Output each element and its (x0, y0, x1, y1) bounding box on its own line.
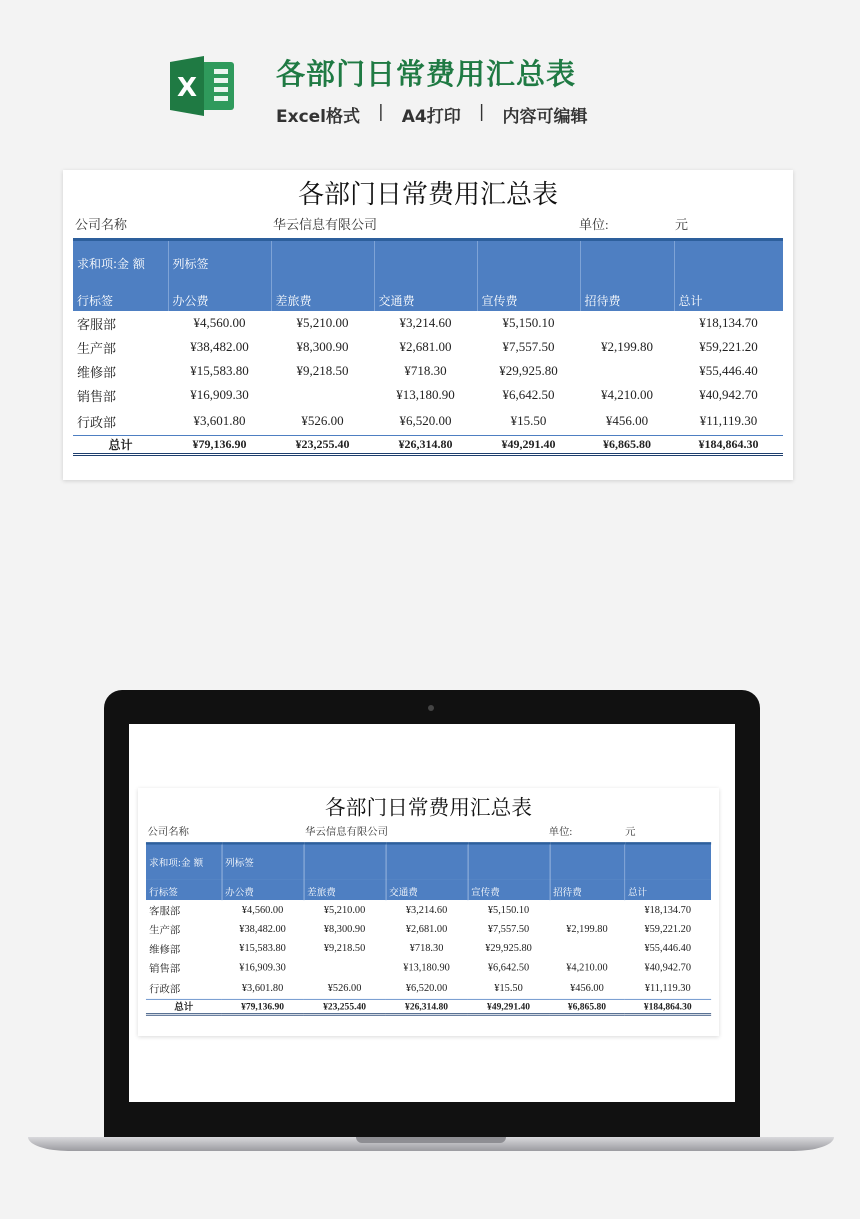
table-row (146, 938, 711, 957)
table-cell: ¥526.00 (301, 413, 344, 428)
total-row (146, 999, 711, 1014)
company-name: 华云信息有限公司 (273, 217, 378, 232)
table-row (73, 407, 783, 436)
total-label: 总计 (73, 436, 168, 455)
table-cell: ¥55,446.40 (699, 363, 758, 378)
table-cell: ¥16,909.30 (190, 387, 249, 402)
table-cell: ¥59,221.20 (644, 922, 692, 935)
table-cell (580, 311, 674, 335)
total-cell: ¥184,864.30 (674, 436, 783, 455)
total-cell: ¥49,291.40 (468, 999, 550, 1014)
pivot-value-label: 求和项:金 额 (146, 843, 222, 879)
table-cell: ¥59,221.20 (699, 339, 758, 354)
table-cell (580, 359, 674, 383)
table-cell: ¥2,681.00 (405, 922, 448, 935)
table-cell: ¥6,520.00 (405, 981, 448, 994)
excel-logo-icon (170, 56, 236, 116)
table-cell: ¥18,134.70 (644, 903, 692, 916)
table-cell: ¥4,560.00 (241, 903, 284, 916)
editable-label: 内容可编辑 (502, 107, 588, 127)
table-cell: ¥7,557.50 (487, 922, 530, 935)
total-row (73, 436, 783, 455)
total-cell: ¥26,314.80 (374, 436, 477, 455)
header-meta (276, 102, 587, 127)
table-cell: ¥4,560.00 (193, 315, 246, 330)
column-header: 办公费 (168, 285, 271, 311)
table-cell (550, 900, 625, 919)
column-header: 总计 (674, 285, 783, 311)
table-cell: ¥2,199.80 (601, 339, 653, 354)
table-cell: ¥4,210.00 (601, 387, 653, 402)
column-header: 宣传费 (468, 880, 550, 901)
column-header: 办公费 (222, 880, 304, 901)
table-cell: ¥15.50 (510, 413, 547, 428)
row-label[interactable]: 行标签 (146, 880, 222, 901)
total-label: 总计 (146, 999, 222, 1014)
camera-icon (428, 705, 434, 711)
page-title: 各部门日常费用汇总表 (276, 57, 577, 91)
unit-value: 元 (675, 217, 689, 232)
company-label: 公司名称 (147, 825, 189, 838)
pivot-table (146, 842, 711, 1016)
table-cell: ¥4,210.00 (566, 960, 608, 973)
table-cell: ¥18,134.70 (699, 315, 758, 330)
table-cell: ¥456.00 (570, 981, 604, 994)
print-label: A4打印 (401, 107, 461, 127)
column-header: 招待费 (550, 880, 625, 901)
row-name: 生产部 (77, 340, 117, 356)
table-cell: ¥3,601.80 (193, 413, 246, 428)
table-cell: ¥15,583.80 (190, 363, 249, 378)
table-cell: ¥15,583.80 (239, 941, 286, 954)
row-name: 行政部 (77, 414, 117, 430)
table-cell: ¥29,925.80 (485, 941, 532, 954)
table-row (146, 958, 711, 977)
table-cell: ¥2,681.00 (399, 339, 452, 354)
format-label: Excel格式 (276, 107, 361, 127)
total-cell: ¥79,136.90 (168, 436, 271, 455)
table-cell: ¥5,150.10 (487, 903, 530, 916)
table-cell: ¥13,180.90 (396, 387, 455, 402)
total-cell: ¥49,291.40 (477, 436, 580, 455)
column-header: 宣传费 (477, 285, 580, 311)
column-header: 交通费 (374, 285, 477, 311)
row-name: 维修部 (149, 942, 181, 955)
table-cell: ¥3,601.80 (241, 981, 284, 994)
pivot-value-label: 求和项:金 额 (73, 240, 168, 286)
table-cell: ¥7,557.50 (502, 339, 555, 354)
table-cell: ¥11,119.30 (644, 981, 691, 994)
total-cell: ¥6,865.80 (550, 999, 625, 1014)
table-row (146, 919, 711, 938)
total-cell: ¥184,864.30 (624, 999, 711, 1014)
column-label[interactable]: 列标签 (168, 240, 271, 286)
table-cell: ¥6,642.50 (502, 387, 555, 402)
table-cell: ¥8,300.90 (296, 339, 349, 354)
column-header: 差旅费 (304, 880, 386, 901)
row-name: 销售部 (149, 961, 181, 974)
company-label: 公司名称 (75, 217, 128, 232)
row-name: 生产部 (149, 923, 181, 936)
column-header: 交通费 (386, 880, 468, 901)
row-name: 行政部 (149, 982, 181, 995)
sheet-preview-main (63, 170, 793, 480)
table-row (146, 977, 711, 1000)
table-cell: ¥16,909.30 (239, 960, 286, 973)
pivot-table (73, 238, 783, 456)
table-cell (271, 383, 374, 407)
separator: | (378, 102, 384, 122)
table-cell: ¥5,150.10 (502, 315, 555, 330)
table-cell: ¥6,642.50 (487, 960, 530, 973)
table-cell: ¥2,199.80 (566, 922, 608, 935)
table-cell: ¥11,119.30 (699, 413, 758, 428)
sheet-title: 各部门日常费用汇总表 (297, 180, 558, 210)
total-cell: ¥6,865.80 (580, 436, 674, 455)
table-cell: ¥8,300.90 (323, 922, 366, 935)
table-row (73, 311, 783, 335)
company-row (138, 823, 719, 839)
row-label[interactable]: 行标签 (73, 285, 168, 311)
logo-letter: X (176, 73, 198, 103)
row-name: 客服部 (149, 904, 181, 917)
table-cell (550, 938, 625, 957)
laptop-notch (356, 1137, 506, 1143)
table-cell: ¥456.00 (605, 413, 649, 428)
table-cell: ¥9,218.50 (323, 941, 366, 954)
unit-label: 单位: (579, 217, 609, 232)
table-row (73, 335, 783, 359)
unit-value: 元 (625, 825, 636, 838)
table-cell: ¥718.30 (409, 941, 444, 954)
table-cell: ¥718.30 (404, 363, 447, 378)
row-name: 客服部 (77, 316, 117, 332)
column-header: 招待费 (580, 285, 674, 311)
sheet-preview-laptop (138, 788, 719, 1036)
row-name: 销售部 (77, 388, 117, 404)
total-cell: ¥79,136.90 (222, 999, 304, 1014)
column-header: 总计 (624, 880, 711, 901)
table-cell: ¥3,214.60 (405, 903, 448, 916)
table-row (73, 359, 783, 383)
total-cell: ¥23,255.40 (271, 436, 374, 455)
separator: | (478, 102, 485, 122)
company-name: 华云信息有限公司 (305, 825, 388, 838)
column-label[interactable]: 列标签 (222, 843, 304, 879)
table-cell: ¥40,942.70 (644, 960, 692, 973)
table-cell: ¥5,210.00 (296, 315, 349, 330)
column-header: 差旅费 (271, 285, 374, 311)
table-cell: ¥38,482.00 (239, 922, 286, 935)
table-cell: ¥55,446.40 (644, 941, 692, 954)
table-cell: ¥29,925.80 (499, 363, 558, 378)
sheet-title: 各部门日常费用汇总表 (325, 795, 533, 820)
unit-label: 单位: (548, 825, 573, 838)
table-cell: ¥15.50 (494, 981, 523, 994)
total-cell: ¥26,314.80 (386, 999, 468, 1014)
row-name: 维修部 (77, 364, 117, 380)
total-cell: ¥23,255.40 (304, 999, 386, 1014)
table-cell: ¥40,942.70 (699, 387, 758, 402)
table-row (73, 383, 783, 407)
table-cell: ¥9,218.50 (296, 363, 349, 378)
table-cell (304, 958, 386, 977)
table-row (146, 900, 711, 919)
table-cell: ¥38,482.00 (190, 339, 249, 354)
table-cell: ¥13,180.90 (403, 960, 450, 973)
table-cell: ¥6,520.00 (399, 413, 452, 428)
table-cell: ¥3,214.60 (399, 315, 452, 330)
table-cell: ¥526.00 (327, 981, 362, 994)
company-row (63, 214, 793, 234)
table-cell: ¥5,210.00 (323, 903, 366, 916)
